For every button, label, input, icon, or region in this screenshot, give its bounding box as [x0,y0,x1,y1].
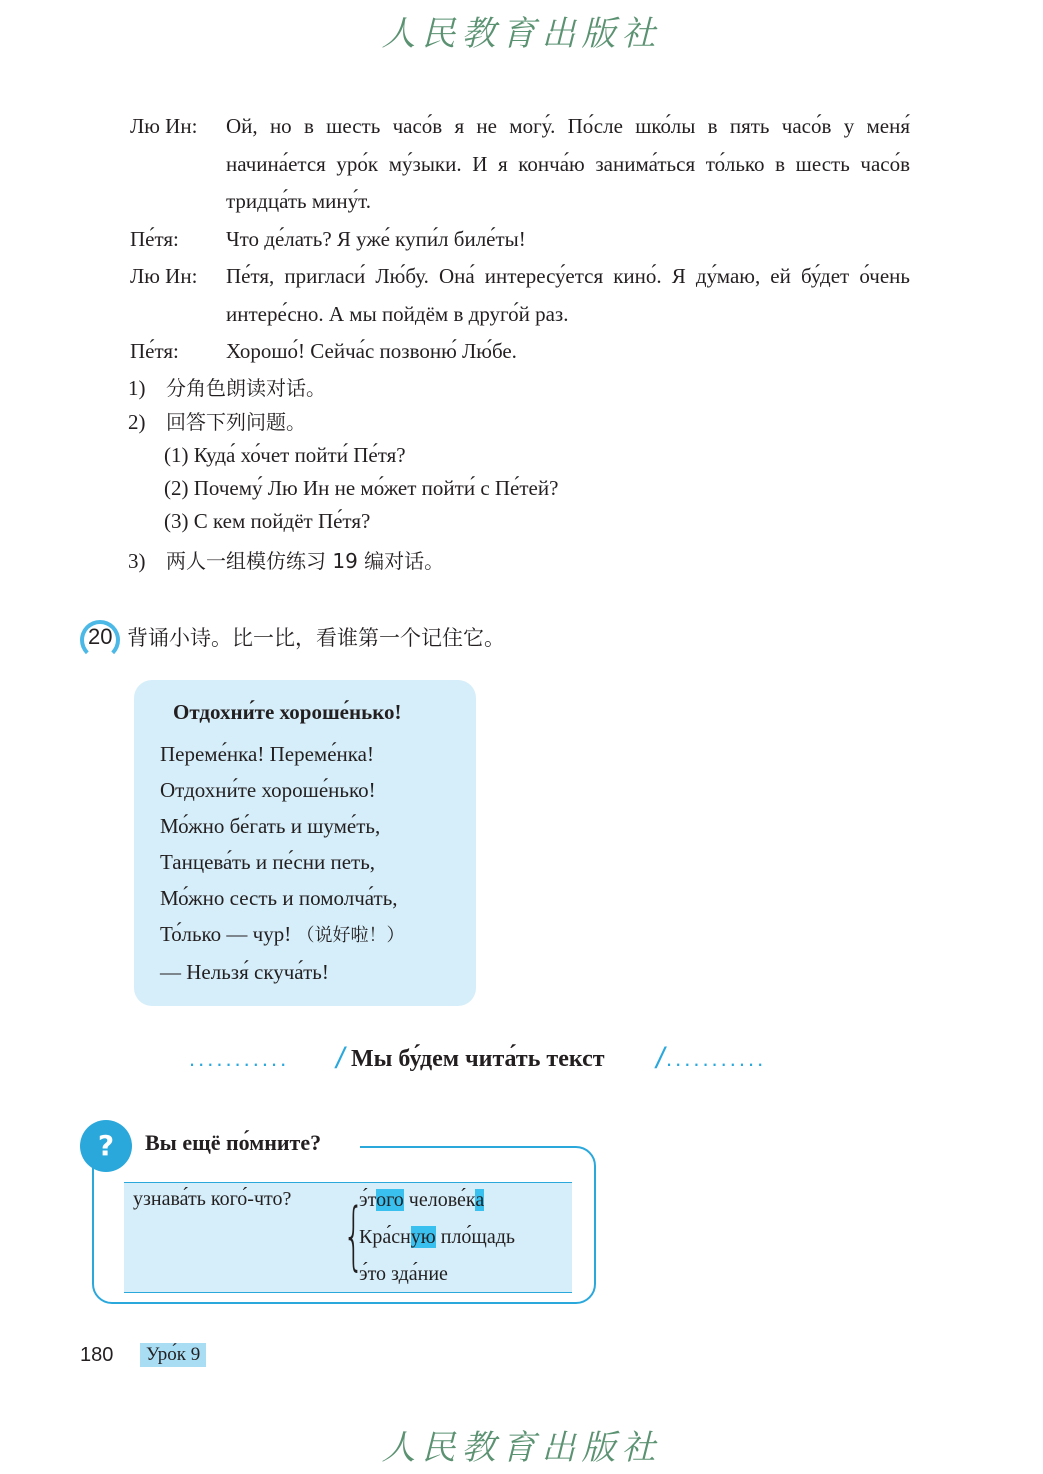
task-list [126,371,826,578]
poem-line: Танцева́ть и пе́сни петь, [160,850,376,874]
ending-highlight: ую [410,1226,436,1248]
task-item [126,371,826,405]
speech: Хорошо́! Сейча́с позвоню́ Лю́бе. [226,339,517,363]
task-text: 回答下列问题。 [166,410,306,434]
speaker: Пе́тя: [130,339,179,363]
question: (3) С кем пойдёт Пе́тя? [164,509,371,533]
exercise-instruction: 背诵小诗。比一比，看谁第一个记住它。 [127,626,505,650]
speech: Пе́тя, пригласи́ Лю́бу. Она́ интересу́ется кино́. Я ду́маю, ей бу́дет о́чень интере́сно. А мы пойдём в друго́й раз. [226,264,910,326]
brace: { [343,1193,365,1279]
dots-decoration: ........... [666,1046,767,1071]
poem-title: Отдохни́те хороше́нько! [173,700,402,724]
publisher-watermark-bottom: 人民教育出版社 [381,1428,662,1468]
publisher-watermark-top: 人民教育出版社 [381,14,662,54]
lesson-badge: Уро́к 9 [140,1343,206,1367]
ending-highlight: ого [376,1189,404,1211]
remember-items [359,1182,515,1293]
word-part: челове́к [403,1189,476,1211]
poem-gloss: （说好啦！） [296,925,405,946]
word-part: э́т [359,1189,377,1211]
ending-highlight: а [475,1189,485,1211]
task-item [126,544,826,578]
dialogue-line [130,108,910,221]
remember-item [359,1182,515,1219]
task-item [126,405,826,439]
slash-decoration: / [656,1042,665,1075]
page-number: 180 [80,1344,114,1366]
task-text: 两人一组模仿练习 19 编对话。 [166,549,445,573]
remember-item [359,1219,515,1256]
task-number: 3) [128,549,146,573]
remember-item: э́то зда́ние [359,1263,448,1285]
exercise-number: 20 [88,624,113,649]
dialogue-line [130,333,910,371]
poem-line: Переме́нка! Переме́нка! [160,742,374,766]
dots-decoration: ........... [189,1046,290,1071]
poem-text: То́лько — чур! [160,922,292,946]
task-number: 1) [128,376,146,400]
word-part: Кра́сн [359,1226,411,1248]
remember-verb: узнава́ть кого́-что? [133,1188,292,1210]
question-notes-icon: ? [80,1120,132,1172]
poem-line [160,916,404,954]
word-part: пло́щадь [435,1226,516,1248]
slash-decoration: / [336,1042,345,1075]
poem-line: Отдохни́те хороше́нько! [160,778,376,802]
remember-title: Вы ещё по́мните? [145,1130,322,1155]
task-number: 2) [128,410,146,434]
poem-line: — Нельзя́ скуча́ть! [160,960,329,984]
dialogue-line [130,221,910,259]
dialogue-line [130,258,910,333]
speaker: Лю Ин: [130,114,198,138]
task-text: 分角色朗读对话。 [166,376,326,400]
speech: Что де́лать? Я уже́ купи́л биле́ты! [226,226,526,251]
poem-line: Мо́жно сесть и помолча́ть, [160,886,398,910]
poem [160,736,404,990]
speaker: Пе́тя: [130,226,179,251]
question: (2) Почему́ Лю Ин не мо́жет пойти́ с Пе́тей? [164,476,559,500]
section-title: Мы бу́дем чита́ть текст [351,1046,605,1072]
question: (1) Куда́ хо́чет пойти́ Пе́тя? [164,443,406,467]
speech: Ой, но в шесть часо́в я не могу́. По́сле шко́лы в пять часо́в у меня́ начина́ется уро́к му́зыки. И я конча́ю занима́ться то́лько в шесть часо́в тридца́ть мину́т. [226,114,910,213]
section-heading [186,1040,826,1080]
poem-line: Мо́жно бе́гать и шуме́ть, [160,814,381,838]
dialogue [130,108,910,371]
speaker: Лю Ин: [130,264,198,288]
